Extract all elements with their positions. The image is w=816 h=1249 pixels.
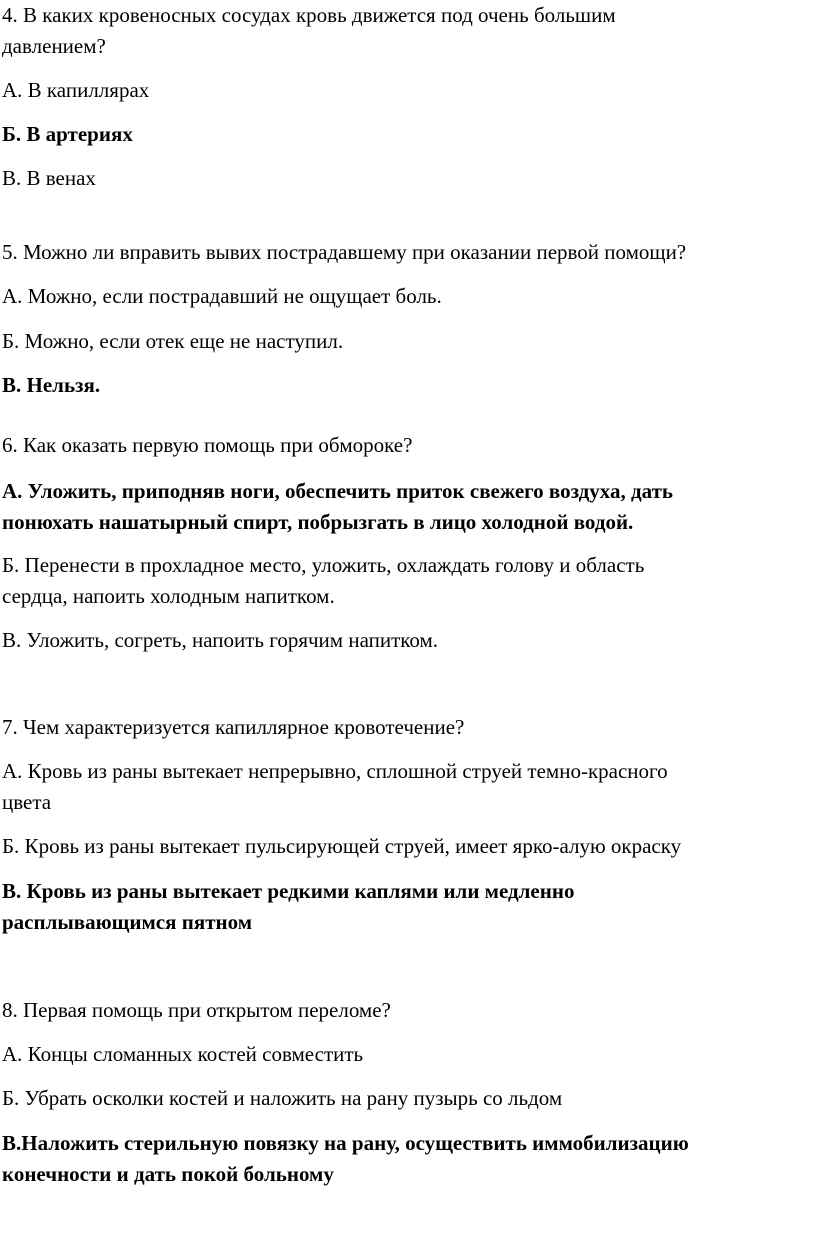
question-8-answer-b: Б. Убрать осколки костей и наложить на рану пузырь со льдом: [2, 1086, 563, 1110]
question-4-answer-a: А. В капиллярах: [2, 78, 150, 102]
question-7-text: 7. Чем характеризуется капиллярное кровотечение?: [2, 715, 465, 739]
question-5-text: 5. Можно ли вправить вывих пострадавшему при оказании первой помощи?: [2, 240, 687, 264]
question-4-answer-c: В. В венах: [2, 166, 96, 190]
question-8-answer-a: А. Концы сломанных костей совместить: [2, 1042, 364, 1066]
question-7-answer-a-line-1: А. Кровь из раны вытекает непрерывно, сплошной струей темно-красного: [2, 759, 668, 783]
question-6-answer-a-correct-line-1: А. Уложить, приподняв ноги, обеспечить приток свежего воздуха, дать: [2, 479, 674, 503]
question-5-answer-b: Б. Можно, если отек еще не наступил.: [2, 329, 344, 353]
question-8-text: 8. Первая помощь при открытом переломе?: [2, 998, 391, 1022]
question-6-answer-c: В. Уложить, согреть, напоить горячим напитком.: [2, 628, 439, 652]
question-5-answer-a: А. Можно, если пострадавший не ощущает боль.: [2, 284, 442, 308]
question-7-answer-b: Б. Кровь из раны вытекает пульсирующей струей, имеет ярко-алую окраску: [2, 834, 682, 858]
question-7-answer-c-correct-line-2: расплывающимся пятном: [2, 910, 253, 934]
question-6-answer-b-line-1: Б. Перенести в прохладное место, уложить, охлаждать голову и область: [2, 553, 645, 577]
question-4-text-line-1: 4. В каких кровеносных сосудах кровь движется под очень большим: [2, 3, 616, 27]
question-7-answer-c-correct-line-1: В. Кровь из раны вытекает редкими каплями или медленно: [2, 879, 575, 903]
question-8-answer-c-correct-line-2: конечности и дать покой больному: [2, 1162, 334, 1186]
question-6-answer-b-line-2: сердца, напоить холодным напитком.: [2, 584, 335, 608]
question-5-answer-c-correct: В. Нельзя.: [2, 373, 101, 397]
question-4-text-line-2: давлением?: [2, 34, 106, 58]
question-8-answer-c-correct-line-1: В.Наложить стерильную повязку на рану, осуществить иммобилизацию: [2, 1131, 689, 1155]
question-6-text: 6. Как оказать первую помощь при обмороке?: [2, 433, 413, 457]
question-6-answer-a-correct-line-2: понюхать нашатырный спирт, побрызгать в лицо холодной водой.: [2, 510, 634, 534]
question-7-answer-a-line-2: цвета: [2, 790, 52, 814]
question-4-answer-b-correct: Б. В артериях: [2, 122, 133, 146]
